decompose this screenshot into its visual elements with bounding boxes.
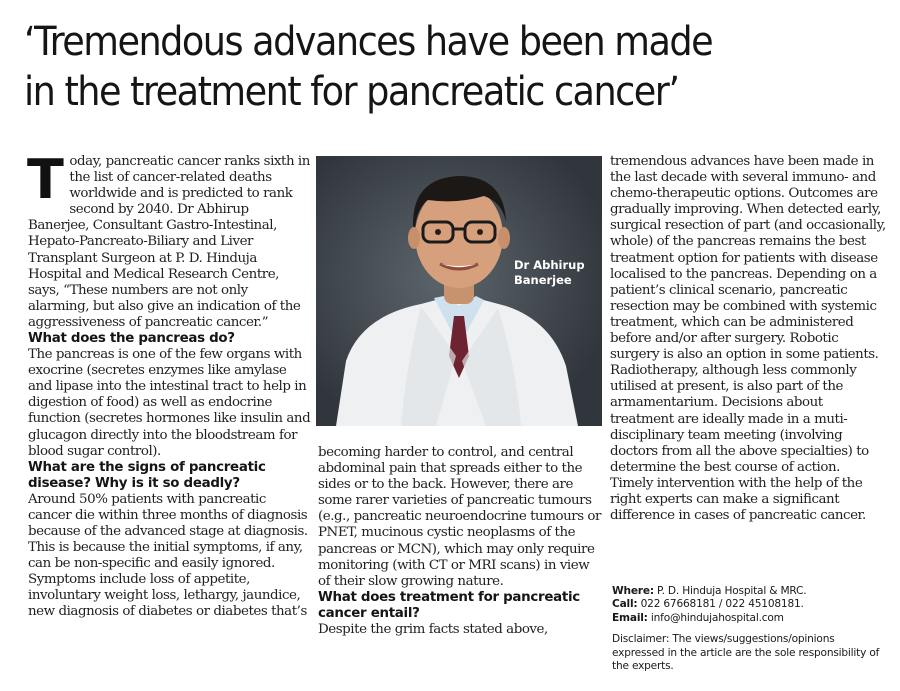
where-label: Where: xyxy=(612,585,654,597)
column-1 xyxy=(27,148,312,620)
caption-line-2: Banerjee xyxy=(514,273,572,287)
call-value: 022 67668181 / 022 45108181. xyxy=(640,598,804,611)
column-3 xyxy=(610,154,886,524)
headline-line-1: ‘Tremendous advances have been made xyxy=(24,17,713,65)
caption-line-1: Dr Abhirup xyxy=(514,258,585,272)
pancreas-function-paragraph: The pancreas is one of the few organs with exocrine (secretes enzymes like amylase and lipase into the intestinal tract to help in digestion of food) as well as endocrine function (secretes hormones like insulin and glucagon directly into the bloodstream for blood sugar control). xyxy=(28,347,311,459)
subhead-signs-disease: What are the signs of pancreatic disease? Why is it so deadly? xyxy=(28,459,266,491)
call-label: Call: xyxy=(612,598,638,611)
treatment-paragraph-part-2: tremendous advances have been made in the last decade with several immuno- and chemo-therapeutic options. Outcomes are gradually improving. When detected early, surgical resection of part (and occasionally, whole) of the pancreas remains the best treatment option for patients with disease localised to the pancreas. Depending on a patient’s clinical scenario, pancreatic resection may be combined with systemic treatment, which can be administered before and/or after surgery. Robotic surgery is also an option in some patients. Radiotherapy, although less commonly utilised at present, is also part of the armamentarium. Decisions about treatment are ideally made in a muti-disciplinary team meeting (involving doctors from all the above specialties) to determine the best course of action. Timely intervention with the help of the right experts can make a significant difference in cases of pancreatic cancer. xyxy=(610,154,886,524)
contact-where xyxy=(612,585,892,598)
signs-paragraph-part-1: Around 50% patients with pancreatic cancer die within three months of diagnosis because of the advanced stage at diagnosis. This is because the initial symptoms, if any, can be non-specific and easily ignored. Symptoms include loss of appetite, involuntary weight loss, lethargy, jaundice, new diagnosis of diabetes or diabetes that’s xyxy=(28,491,308,620)
where-value: P. D. Hinduja Hospital & MRC. xyxy=(657,585,807,597)
drop-cap: T xyxy=(27,148,64,211)
contact-info xyxy=(612,585,892,625)
subhead-pancreas-function: What does the pancreas do? xyxy=(28,331,235,347)
photo-caption xyxy=(514,258,594,288)
intro-text: oday, pancreatic cancer ranks sixth in the list of cancer-related deaths worldwide and is predicted to rank second by 2040. Dr Abhirup Banerjee, Consultant Gastro-Intestinal, Hepato-Pancreato-Biliary and Liver Transplant Surgeon at P. D. Hinduja Hospital and Medical Research Centre, says, “These numbers are not only alarming, but also give an indication of the aggressiveness of pancreatic cancer.” xyxy=(28,154,310,330)
treatment-paragraph-part-1: Despite the grim facts stated above, xyxy=(318,621,548,637)
doctor-photo xyxy=(316,156,602,426)
intro-paragraph xyxy=(27,148,312,331)
contact-call xyxy=(612,598,892,611)
doctor-portrait-illustration xyxy=(316,156,602,426)
signs-paragraph-part-2: becoming harder to control, and central abdominal pain that spreads either to the sides or to the back. However, there are some rarer varieties of pancreatic tumours (e.g., pancreatic neuroendocrine tumours or PNET, mucinous cystic neoplasms of the pancreas or MCN), which may only require monitoring (with CT or MRI scans) in view of their slow growing nature. xyxy=(318,445,601,589)
email-label: Email: xyxy=(612,611,648,624)
column-2 xyxy=(318,445,602,638)
contact-email xyxy=(612,612,892,625)
email-value: info@hindujahospital.com xyxy=(650,611,784,624)
disclaimer: Disclaimer: The views/suggestions/opinions expressed in the article are the sole responsibility of the experts. xyxy=(612,633,880,673)
subhead-treatment: What does treatment for pancreatic cancer entail? xyxy=(318,589,580,621)
article-headline xyxy=(24,16,802,116)
headline-line-2: in the treatment for pancreatic cancer’ xyxy=(24,67,679,115)
